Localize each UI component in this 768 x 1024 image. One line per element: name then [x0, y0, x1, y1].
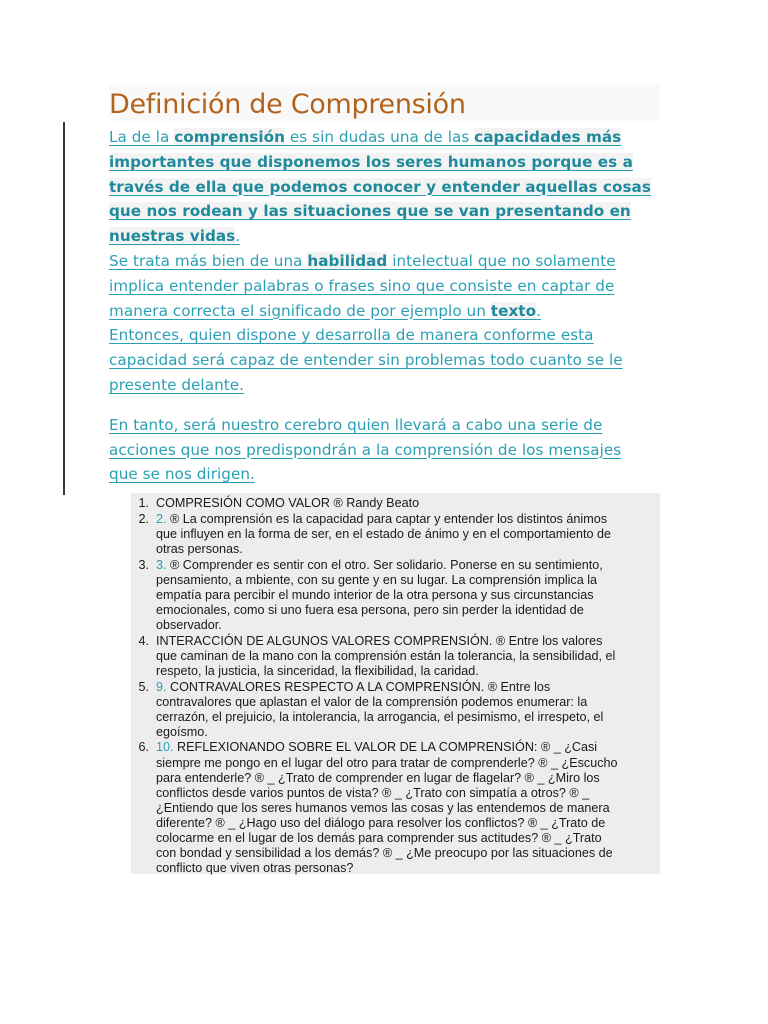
- text-line[interactable]: que nos rodean y las situaciones que se van presentando en: [109, 202, 631, 221]
- list-item-line: diferente? ® _ ¿Hago uso del diálogo para resolver los conflictos? ® _ ¿Trato de: [156, 815, 606, 830]
- text-line[interactable]: En tanto, será nuestro cerebro quien llevará a cabo una serie de: [109, 415, 603, 434]
- list-item: [131, 558, 651, 633]
- text-line[interactable]: Se trata más bien de una habilidad intelectual que no solamente: [109, 251, 616, 270]
- margin-rule: [63, 122, 65, 495]
- list-item-line: observador.: [156, 617, 222, 632]
- list-number: 3.: [138, 557, 149, 572]
- list-item-line: INTERACCIÓN DE ALGUNOS VALORES COMPRENSIÓN. ® Entre los valores: [156, 633, 603, 648]
- list-item-line: que caminan de la mano con la comprensión están la tolerancia, la sensibilidad, el: [156, 648, 616, 663]
- list-number: 5.: [138, 679, 149, 694]
- list-number: 4.: [138, 633, 149, 648]
- list-item-line: colocarme en el lugar de los demás para comprender sus actitudes? ® _ ¿Trato: [156, 831, 602, 846]
- list-item: [131, 634, 651, 679]
- list-item-line: COMPRESIÓN COMO VALOR ® Randy Beato: [156, 496, 420, 510]
- link-capacidades[interactable]: capacidades más: [474, 128, 622, 146]
- list-item-line: cerrazón, el prejuicio, la intolerancia, la arrogancia, el pesimismo, el irrespeto, el: [156, 709, 604, 724]
- text-line[interactable]: importantes que disponemos los seres humanos porque es a: [109, 152, 633, 171]
- text-line[interactable]: La de la comprensión es sin dudas una de las capacidades más: [109, 128, 622, 146]
- list-item-line: siempre me pongo en el lugar del otro para tratar de comprenderle? ® _ ¿Escucho: [156, 755, 618, 770]
- list-item-line: emocionales, como si uno fuera esa persona, pero sin perder la identidad de: [156, 602, 584, 617]
- list-item-line: ¿Entiendo que los seres humanos vemos las cosas y las entendemos de manera: [156, 800, 610, 815]
- text-line[interactable]: través de ella que podemos conocer y entender aquellas cosas: [109, 177, 651, 196]
- article-body: [109, 125, 669, 487]
- list-item-line: que influyen en la forma de ser, en el estado de ánimo y en el comportamiento de: [156, 526, 612, 541]
- values-list: [131, 496, 651, 877]
- list-number: 1.: [138, 496, 149, 510]
- list-number: 6.: [138, 740, 149, 755]
- list-item-line: pensamiento, a mbiente, con su gente y en su lugar. La comprensión implica la: [156, 572, 598, 587]
- list-item-line: empatía para percibir el mundo interior de la otra persona y sus circunstancias: [156, 587, 594, 602]
- list-item-accent-number[interactable]: 10.: [156, 740, 174, 755]
- list-item-line: egoísmo.: [156, 724, 208, 739]
- link-comprension[interactable]: comprensión: [174, 128, 285, 146]
- page-title: Definición de Comprensión: [109, 89, 466, 120]
- list-item-line: contravalores que aplastan el valor de la comprensión podemos enumerar: la: [156, 694, 588, 709]
- text-line[interactable]: presente delante.: [109, 375, 245, 394]
- text-line[interactable]: acciones que nos predispondrán a la comprensión de los mensajes: [109, 440, 622, 459]
- values-list-box: [131, 493, 660, 874]
- list-item-line: conflictos desde varios puntos de vista? ® _ ¿Trato con simpatía a otros? ® _: [156, 785, 590, 800]
- list-item: [131, 740, 651, 876]
- list-item-accent-number[interactable]: 2.: [156, 511, 167, 526]
- list-item-accent-number[interactable]: 3.: [156, 557, 167, 572]
- list-item-line: otras personas.: [156, 541, 243, 556]
- list-item-accent-number[interactable]: 9.: [156, 679, 167, 694]
- text-line[interactable]: manera correcta el significado de por ejemplo un texto.: [109, 301, 541, 320]
- text-line[interactable]: implica entender palabras o frases sino que consiste en captar de: [109, 276, 615, 295]
- list-item-line: para entenderle? ® _ ¿Trato de comprender en lugar de flagelar? ® _ ¿Miro los: [156, 770, 600, 785]
- text-line[interactable]: que se nos dirigen.: [109, 465, 255, 484]
- text-line[interactable]: Entonces, quien dispone y desarrolla de manera conforme esta: [109, 326, 594, 345]
- list-item: [131, 680, 651, 740]
- link-texto[interactable]: texto: [490, 301, 537, 320]
- list-number: 2.: [138, 511, 149, 526]
- list-item-line: 9. CONTRAVALORES RESPECTO A LA COMPRENSIÓN. ® Entre los: [156, 679, 551, 694]
- text-line[interactable]: nuestras vidas.: [109, 227, 241, 246]
- list-item-line: conflicto que viven otras personas?: [156, 861, 354, 876]
- title-block: [109, 85, 660, 121]
- paragraph-3: [109, 323, 669, 397]
- list-item: [131, 512, 651, 557]
- list-item-line: con bondad y sensibilidad a los demás? ® _ ¿Me preocupo por las situaciones de: [156, 846, 613, 861]
- list-item-line: respeto, la justicia, la sinceridad, la flexibilidad, la caridad.: [156, 663, 479, 678]
- list-item-line: 10. REFLEXIONANDO SOBRE EL VALOR DE LA COMPRENSIÓN: ® _ ¿Casi: [156, 740, 598, 755]
- list-item-line: 3. ® Comprender es sentir con el otro. Ser solidario. Ponerse en su sentimiento,: [156, 557, 603, 572]
- paragraph-2: [109, 249, 669, 323]
- text-line[interactable]: capacidad será capaz de entender sin problemas todo cuanto se le: [109, 351, 623, 370]
- list-item-line: 2. ® La comprensión es la capacidad para captar y entender los distintos ánimos: [156, 511, 608, 526]
- paragraph-4: [109, 413, 669, 487]
- paragraph-1: [109, 125, 669, 249]
- list-item: [131, 496, 651, 511]
- link-habilidad[interactable]: habilidad: [307, 251, 388, 270]
